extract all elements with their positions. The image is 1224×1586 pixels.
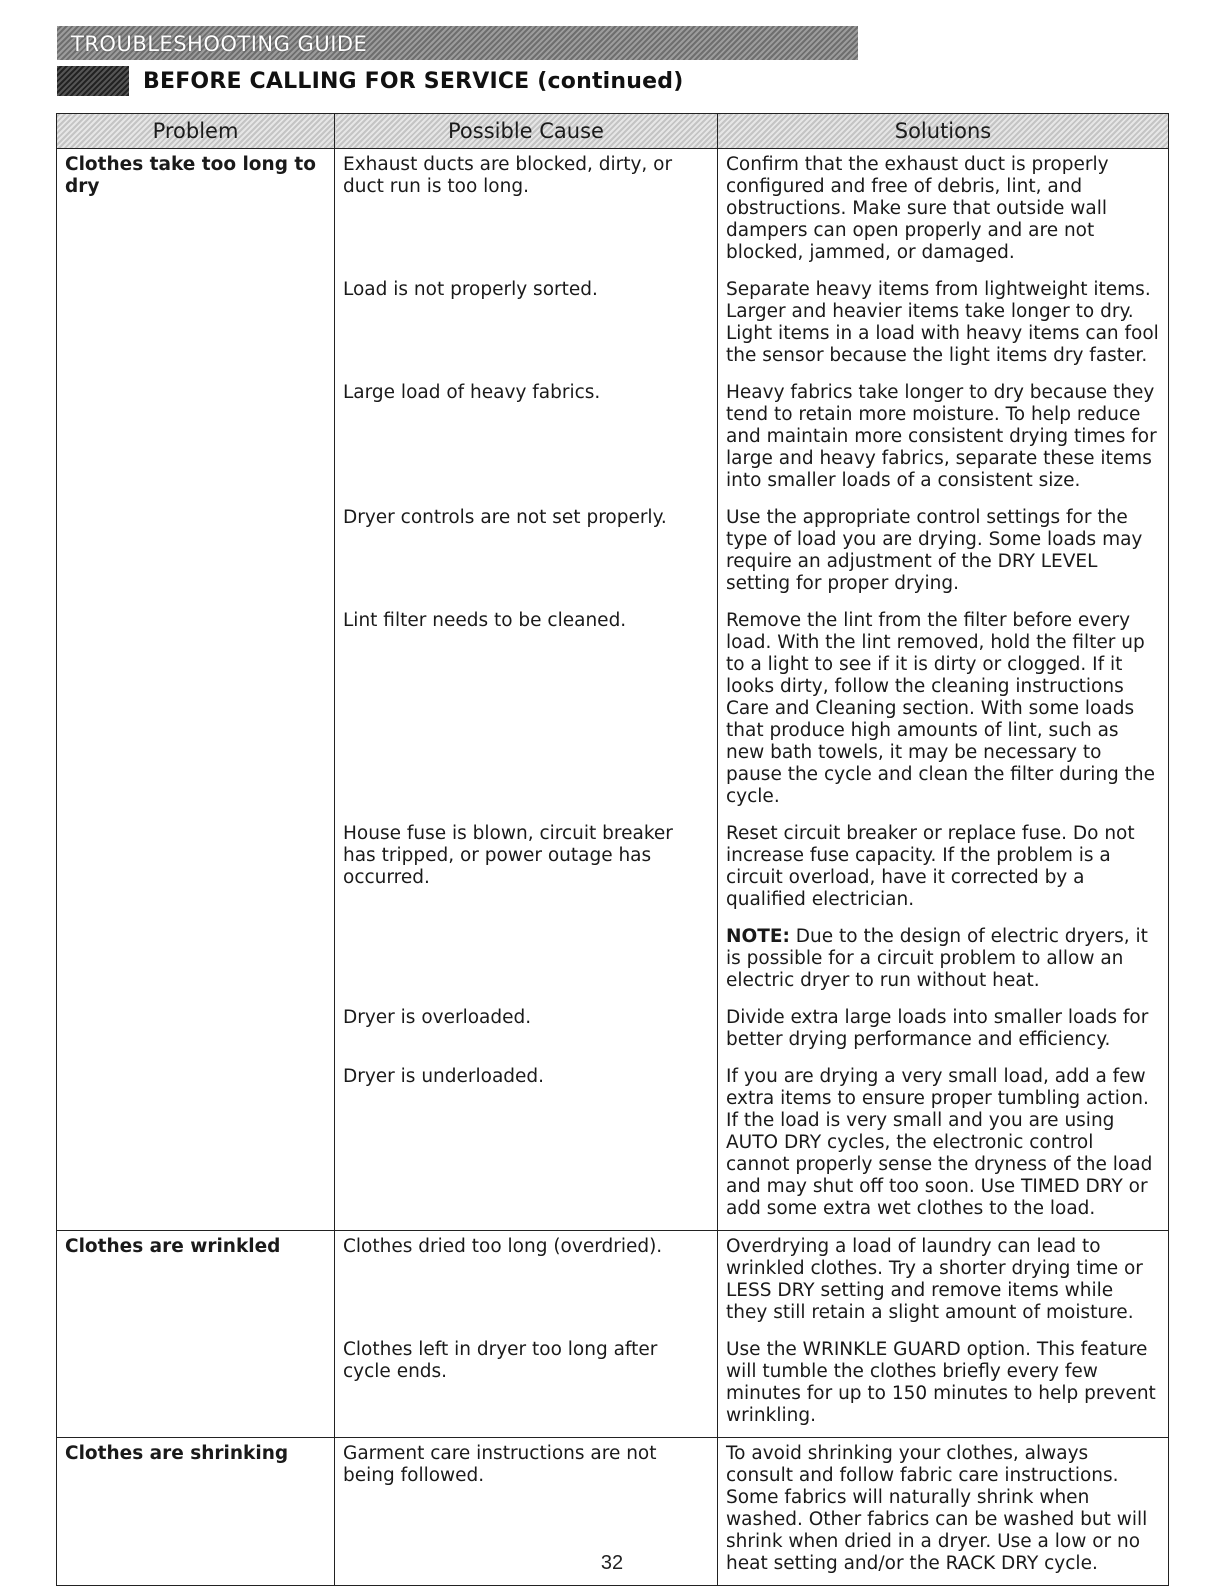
cause-cell: Exhaust ducts are blocked, dirty, or duct run is too long. — [335, 149, 718, 275]
solution-cell: Divide extra large loads into smaller loads for better drying performance and efficiency. — [718, 1002, 1169, 1061]
solution-cell: To avoid shrinking your clothes, always consult and follow fabric care instructions. Some fabrics will naturally shrink when washed. Other fabrics can be washed but will shrink when dried in a dryer. Use a low or no heat setting and/or the RACK DRY cycle. — [718, 1438, 1169, 1586]
cause-cell: Dryer is overloaded. — [335, 1002, 718, 1061]
cause-cell: Load is not properly sorted. — [335, 274, 718, 377]
cause-cell: Clothes dried too long (overdried). — [335, 1231, 718, 1335]
solution-cell: Heavy fabrics take longer to dry because they tend to retain more moisture. To help reduce and maintain more consistent drying times for large and heavy fabrics, separate these items into smaller loads of a consistent size. — [718, 377, 1169, 502]
troubleshooting-table — [56, 113, 1169, 1586]
cause-cell: Dryer is underloaded. — [335, 1061, 718, 1231]
page-number: 32 — [600, 1552, 624, 1574]
cause-cell: Lint filter needs to be cleaned. — [335, 605, 718, 818]
cause-cell: House fuse is blown, circuit breaker has tripped, or power outage has occurred. — [335, 818, 718, 921]
column-header-possible-cause: Possible Cause — [335, 114, 718, 149]
note-label: NOTE: — [726, 926, 790, 947]
cause-cell: Clothes left in dryer too long after cycle ends. — [335, 1334, 718, 1438]
banner-title: TROUBLESHOOTING GUIDE — [71, 32, 368, 56]
section-marker-icon — [57, 66, 129, 96]
section-header — [57, 66, 683, 96]
cause-cell: Garment care instructions are not being followed. — [335, 1438, 718, 1586]
table-row — [57, 149, 1169, 275]
table-header-row — [57, 114, 1169, 149]
cause-cell: Large load of heavy fabrics. — [335, 377, 718, 502]
problem-cell — [57, 149, 335, 1231]
column-header-problem: Problem — [57, 114, 335, 149]
solution-cell: Use the appropriate control settings for the type of load you are drying. Some loads may require an adjustment of the DRY LEVEL setting for proper drying. — [718, 502, 1169, 605]
column-header-solutions: Solutions — [718, 114, 1169, 149]
solution-cell: Reset circuit breaker or replace fuse. Do not increase fuse capacity. If the problem is a circuit overload, have it corrected by a qualified electrician. — [718, 818, 1169, 921]
cause-cell: Dryer controls are not set properly. — [335, 502, 718, 605]
table-row — [57, 1231, 1169, 1335]
solution-cell: Overdrying a load of laundry can lead to wrinkled clothes. Try a shorter drying time or LESS DRY setting and remove items while they still retain a slight amount of moisture. — [718, 1231, 1169, 1335]
solution-cell: Use the WRINKLE GUARD option. This feature will tumble the clothes briefly every few minutes for up to 150 minutes to help prevent wrinkling. — [718, 1334, 1169, 1438]
cause-cell — [335, 921, 718, 1002]
solution-cell: Separate heavy items from lightweight items. Larger and heavier items take longer to dry. Light items in a load with heavy items can fool the sensor because the light items dry faster. — [718, 274, 1169, 377]
solution-cell: Confirm that the exhaust duct is properly configured and free of debris, lint, and obstructions. Make sure that outside wall dampers can open properly and are not blocked, jammed, or damaged. — [718, 149, 1169, 275]
problem-cell — [57, 1231, 335, 1438]
note-text: NOTE: Due to the design of electric dryers, it is possible for a circuit problem to allow an electric dryer to run without heat. — [726, 926, 1148, 991]
section-title: BEFORE CALLING FOR SERVICE (continued) — [143, 68, 684, 94]
solution-cell — [718, 921, 1169, 1002]
solution-cell: If you are drying a very small load, add a few extra items to ensure proper tumbling action. If the load is very small and you are using AUTO DRY cycles, the electronic control cannot properly sense the dryness of the load and may shut off too soon. Use TIMED DRY or add some extra wet clothes to the load. — [718, 1061, 1169, 1231]
problem-label: Clothes are wrinkled — [65, 1236, 281, 1257]
guide-banner — [57, 26, 858, 60]
solution-cell: Remove the lint from the filter before every load. With the lint removed, hold the filter up to a light to see if it is dirty or clogged. If it looks dirty, follow the cleaning instructions Care and Cleaning section. With some loads that produce high amounts of lint, such as new bath towels, it may be necessary to pause the cycle and clean the filter during the cycle. — [718, 605, 1169, 818]
problem-label: Clothes are shrinking — [65, 1443, 289, 1464]
problem-label: Clothes take too long to dry — [65, 154, 316, 197]
